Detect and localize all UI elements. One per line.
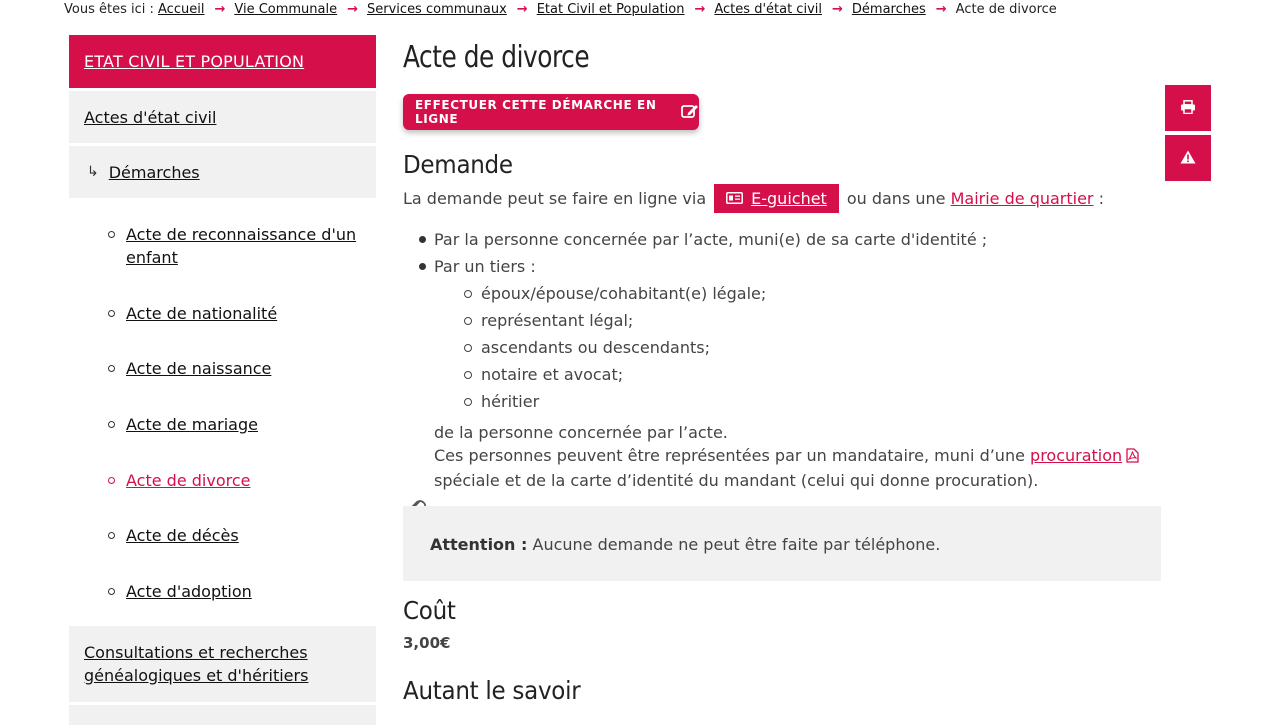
para-line-1: de la personne concernée par l’acte. (434, 423, 728, 442)
para-text-after: spéciale et de la carte d’identité du mandant (celui qui donne procuration). (434, 471, 1039, 490)
main-content (403, 40, 1163, 705)
arrow-right-icon: → (214, 2, 226, 17)
id-card-icon (726, 189, 743, 208)
breadcrumb-current: Acte de divorce (955, 2, 1057, 17)
bullet-icon (108, 588, 115, 595)
sidebar-header-link[interactable]: ETAT CIVIL ET POPULATION (84, 52, 305, 71)
sidebar-sub-link-mariage[interactable]: Acte de mariage (126, 415, 258, 434)
sidebar-sub-item-deces (69, 512, 376, 568)
requester-list (417, 226, 987, 415)
circle-bullet-icon (464, 317, 472, 325)
bullet-icon (108, 231, 115, 238)
online-procedure-button[interactable] (403, 94, 699, 130)
sidebar-sub-item-mariage (69, 401, 376, 457)
breadcrumb (64, 2, 1057, 17)
eguichet-link[interactable]: E-guichet (751, 189, 827, 208)
attention-box (403, 506, 1161, 581)
circle-bullet-icon (464, 398, 472, 406)
breadcrumb-link-accueil[interactable]: Accueil (158, 2, 205, 17)
breadcrumb-link-demarches[interactable]: Démarches (851, 2, 926, 17)
sidebar-sub-link-divorce[interactable]: Acte de divorce (126, 471, 251, 490)
list-item (464, 388, 987, 415)
attention-text (430, 535, 940, 554)
sidebar-sub-item-reconnaissance (69, 198, 376, 290)
arrow-right-icon: → (347, 2, 359, 17)
list-item (464, 280, 987, 307)
list-item (464, 334, 987, 361)
attention-label: Attention : (430, 535, 528, 554)
list-item (464, 307, 987, 334)
breadcrumb-link-services[interactable]: Services communaux (367, 2, 507, 17)
return-arrow-icon: ↳ (87, 164, 99, 180)
list-item-text: ascendants ou descendants; (481, 338, 710, 357)
sidebar-sub-link-deces[interactable]: Acte de décès (126, 526, 239, 545)
sidebar-sub-link-adoption[interactable]: Acte d'adoption (126, 582, 252, 601)
sidebar-item-consultations (69, 623, 376, 702)
arrow-right-icon: → (831, 2, 843, 17)
autant-le-savoir-heading: Autant le savoir (403, 676, 581, 705)
pdf-icon (1126, 446, 1139, 469)
bullet-icon (419, 263, 426, 270)
third-party-list (434, 280, 987, 415)
bullet-icon (108, 477, 115, 484)
list-item (417, 226, 987, 253)
bullet-icon (108, 532, 115, 539)
breadcrumb-prefix: Vous êtes ici : (64, 2, 154, 17)
sidebar (69, 35, 376, 725)
intro-text-before: La demande peut se faire en ligne via (403, 189, 707, 208)
circle-bullet-icon (464, 290, 472, 298)
sidebar-sub-link-reconnaissance[interactable]: Acte de reconnaissance d'un enfant (126, 225, 357, 267)
demande-heading: Demande (403, 150, 513, 179)
print-button[interactable] (1165, 85, 1211, 131)
sidebar-sub-item-divorce (69, 457, 376, 512)
intro-text-after: : (1098, 189, 1104, 208)
online-procedure-label: EFFECTUER CETTE DÉMARCHE EN LIGNE (415, 98, 657, 126)
breadcrumb-link-vie-communale[interactable]: Vie Communale (234, 2, 338, 17)
cout-heading: Coût (403, 596, 456, 625)
para-text-before: Ces personnes peuvent être représentées par un mandataire, muni d’une (434, 446, 1025, 465)
sidebar-sub-item-naissance (69, 345, 376, 401)
sidebar-sub-item-adoption (69, 568, 376, 623)
bullet-icon (108, 421, 115, 428)
mandate-paragraph (434, 421, 1164, 492)
arrow-right-icon: → (935, 2, 947, 17)
price-value: 3,00€ (403, 634, 451, 652)
sidebar-sub-link-naissance[interactable]: Acte de naissance (126, 359, 272, 378)
list-item-text: représentant légal; (481, 311, 634, 330)
intro-text-middle: ou dans une (846, 189, 946, 208)
mairie-de-quartier-link[interactable]: Mairie de quartier (950, 189, 1094, 208)
warning-icon (1180, 149, 1196, 168)
attention-message: Aucune demande ne peut être faite par téléphone. (532, 535, 941, 554)
list-item-text: héritier (481, 392, 540, 411)
sidebar-sub-item-nationalite (69, 290, 376, 345)
sidebar-item-consultations-link[interactable]: Consultations et recherches généalogiques et d'héritiers (84, 643, 309, 685)
list-item-text: Par la personne concernée par l’acte, muni(e) de sa carte d'identité ; (434, 230, 988, 249)
print-icon (1180, 99, 1196, 118)
list-item-text: époux/épouse/cohabitant(e) légale; (481, 284, 767, 303)
sidebar-item-actes-link[interactable]: Actes d'état civil (84, 107, 217, 127)
bullet-icon (108, 310, 115, 317)
report-issue-button[interactable] (1165, 135, 1211, 181)
intro-line (403, 184, 1104, 213)
circle-bullet-icon (464, 371, 472, 379)
arrow-right-icon: → (694, 2, 706, 17)
circle-bullet-icon (464, 344, 472, 352)
breadcrumb-link-actes[interactable]: Actes d'état civil (714, 2, 822, 17)
breadcrumb-link-etat-civil[interactable]: Etat Civil et Population (536, 2, 685, 17)
sidebar-sub-link-nationalite[interactable]: Acte de nationalité (126, 304, 278, 323)
list-item-text: notaire et avocat; (481, 365, 624, 384)
sidebar-item-next (69, 702, 376, 725)
para-line-2 (434, 444, 1164, 492)
page-title: Acte de divorce (403, 40, 590, 75)
edit-icon (681, 103, 699, 122)
sidebar-header (69, 35, 376, 88)
bullet-icon (419, 236, 426, 243)
bullet-icon (108, 365, 115, 372)
procuration-link[interactable]: procuration (1030, 446, 1123, 465)
list-item (464, 361, 987, 388)
sidebar-item-demarches (69, 143, 376, 198)
list-item (417, 253, 987, 415)
sidebar-item-demarches-link[interactable]: Démarches (108, 162, 200, 182)
eguichet-button[interactable] (714, 184, 839, 213)
arrow-right-icon: → (516, 2, 528, 17)
sidebar-item-actes (69, 88, 376, 143)
list-item-text: Par un tiers : (434, 257, 536, 276)
sidebar-sub-list (69, 198, 376, 623)
